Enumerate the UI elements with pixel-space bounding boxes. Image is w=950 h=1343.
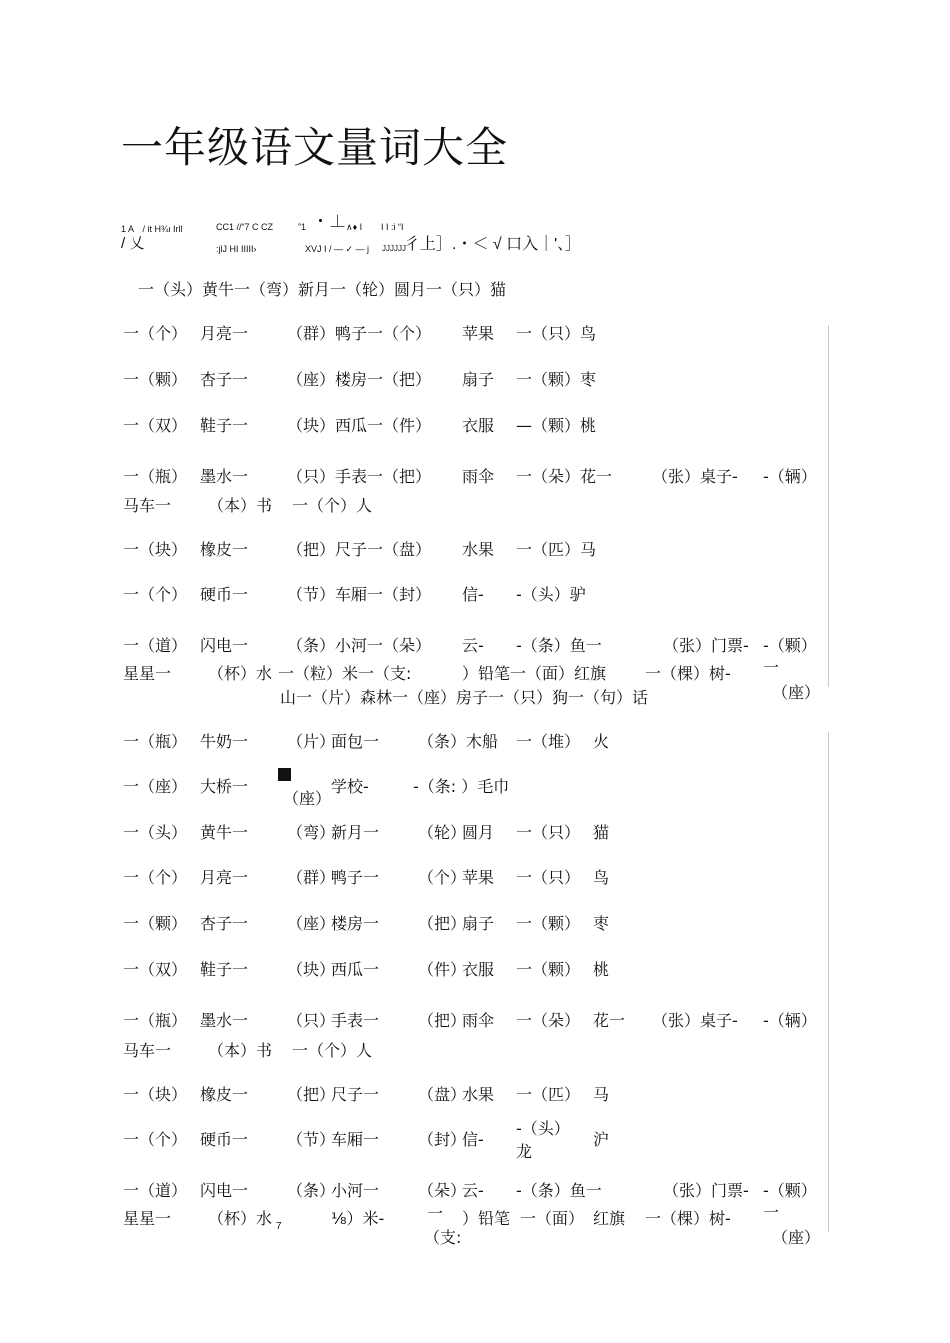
s2-r10-c5: （朵）	[418, 1181, 467, 1200]
s2-r1-c5: （条）木船	[418, 732, 499, 751]
s2-r5-c1: 一（颗）	[123, 914, 188, 933]
s2-r10b-c6: ）铅笔	[462, 1209, 511, 1228]
s2-r1-c6: 一（堆）	[516, 732, 581, 751]
s1-r4-c1: 一（瓶）	[123, 467, 188, 486]
s1-r4-c7: -（辆）	[763, 467, 817, 486]
s1-r2-c2: 杏子一	[200, 370, 249, 389]
s2-r10-c6: 云-	[462, 1181, 484, 1200]
s2-r7-c5: （把）	[418, 1011, 467, 1030]
black-square-mark	[278, 768, 291, 781]
s2-r10b-c11: （座）	[772, 1228, 821, 1247]
s2-r6-c6: 衣服	[462, 960, 495, 979]
s1-r5-c3: （把）尺子一（盘）	[287, 540, 432, 559]
s2-r8-c3: （把）	[287, 1085, 336, 1104]
s1-r7b-c2: （杯）水	[208, 664, 273, 683]
s1-r7c-c2: （座）	[772, 683, 821, 702]
s1-r1-c1: 一（个）	[123, 324, 188, 343]
s2-r3-c8: 猫	[593, 823, 610, 842]
s2-r7b-c1: 马车一	[123, 1041, 172, 1060]
garbled-header-10: JJJJJJ	[382, 244, 406, 253]
garbled-header-8: ∧♦ I	[346, 222, 363, 232]
s2-r3-c1: 一（头）	[123, 823, 188, 842]
garbled-header-5: ”1	[298, 222, 307, 232]
garbled-header-4: :jlJ HI IIIII›	[216, 244, 257, 254]
s2-r10b-c3: ⅛）米-	[331, 1209, 385, 1228]
s2-r5-c7: 一（颗）	[516, 914, 581, 933]
s2-r7-c1: 一（瓶）	[123, 1011, 188, 1030]
s2-r10b-c9: 一（棵）树-	[645, 1209, 731, 1228]
s2-r2-c1: 一（座）	[123, 777, 188, 796]
s1-r2-c5: 一（颗）枣	[516, 370, 597, 389]
s2-r2-c2: 大桥一	[200, 777, 249, 796]
s2-r5-c4: 楼房一	[331, 914, 380, 933]
s2-r1-c2: 牛奶一	[200, 732, 249, 751]
s1-r6-c4: 信-	[462, 585, 484, 604]
s2-r3-c2: 黄牛一	[200, 823, 249, 842]
garbled-header-9: I I :i “I	[381, 222, 404, 232]
s2-r8-c6: 水果	[462, 1085, 495, 1104]
s1-r6-c3: （节）车厢一（封）	[287, 585, 432, 604]
s2-r6-c8: 桃	[593, 960, 610, 979]
s2-r9-c2: 硬币一	[200, 1130, 249, 1149]
right-rule-bottom	[828, 732, 829, 1232]
s2-r7-c2: 墨水一	[200, 1011, 249, 1030]
s2-r10-c1: 一（道）	[123, 1181, 188, 1200]
s2-r4-c3: （群）	[287, 868, 336, 887]
s2-r10b-c2: （杯）水	[208, 1209, 273, 1228]
s2-r2-c3: （座）	[283, 789, 332, 808]
s2-r10-c7: -（条）鱼一	[516, 1181, 602, 1200]
s1-r3-c4: 衣服	[462, 416, 495, 435]
s2-r4-c6: 苹果	[462, 868, 495, 887]
s1-r4-c3: （只）手表一（把）	[287, 467, 432, 486]
s2-r3-c5: （轮）	[418, 823, 467, 842]
s2-r4-c4: 鸭子一	[331, 868, 380, 887]
s2-r9-c9: 沪	[593, 1130, 610, 1149]
s2-r1-c1: 一（瓶）	[123, 732, 188, 751]
s2-r1-c4: 面包一	[331, 732, 380, 751]
right-rule-top	[828, 325, 829, 687]
s1-r7-c5: -（条）鱼一	[516, 636, 602, 655]
s1-r6-c1: 一（个）	[123, 585, 188, 604]
s1-r7b-c5: 一（棵）树-	[645, 664, 731, 683]
s2-r6-c7: 一（颗）	[516, 960, 581, 979]
s1-r5-c4: 水果	[462, 540, 495, 559]
s2-r4-c1: 一（个）	[123, 868, 188, 887]
garbled-header-6: ・⊥	[312, 212, 346, 231]
s2-r4-c7: 一（只）	[516, 868, 581, 887]
s1-r7-c1: 一（道）	[123, 636, 188, 655]
s2-r5-c6: 扇子	[462, 914, 495, 933]
s1-r6-c5: -（头）驴	[516, 585, 586, 604]
s2-r10b-c1: 星星一	[123, 1209, 172, 1228]
s2-r3-c7: 一（只）	[516, 823, 581, 842]
s1-r7-c7: -（颗）	[763, 636, 817, 655]
garbled-header-1: 1 A / it H¾ι Irll	[121, 224, 183, 234]
s1-r7-c2: 闪电一	[200, 636, 249, 655]
s2-r10-c2: 闪电一	[200, 1181, 249, 1200]
s2-r5-c8: 枣	[593, 914, 610, 933]
s1-r2-c1: 一（颗）	[123, 370, 188, 389]
s2-r1-c3: （片）	[287, 732, 336, 751]
s2-r7-c4: 手表一	[331, 1011, 380, 1030]
s1-r7b-c4: ）铅笔一（面）红旗	[462, 664, 607, 683]
s2-r10-c4: 小河一	[331, 1181, 380, 1200]
s2-r5-c5: （把）	[418, 914, 467, 933]
garbled-header-2: / 乂	[121, 235, 145, 252]
s2-r7b-c2: （本）书	[208, 1041, 273, 1060]
s2-r3-c3: （弯）	[287, 823, 336, 842]
s2-r3-c4: 新月一	[331, 823, 380, 842]
s1-r6-c2: 硬币一	[200, 585, 249, 604]
s2-r7-c10: -（辆）	[763, 1011, 817, 1030]
s1-r5-c5: 一（匹）马	[516, 540, 597, 559]
s1-r5-c2: 橡皮一	[200, 540, 249, 559]
s2-r7-c6: 雨伞	[462, 1011, 495, 1030]
s2-r7-c9: （张）桌子-	[652, 1011, 738, 1030]
s2-r5-c2: 杏子一	[200, 914, 249, 933]
s2-r9-c5: （封）	[418, 1130, 467, 1149]
s1-r1-c2: 月亮一	[200, 324, 249, 343]
s1-r7-c3: （条）小河一（朵）	[287, 636, 432, 655]
s2-r10b-c8: 红旗	[593, 1209, 626, 1228]
s1-r7c-c1: 山一（片）森林一（座）房子一（只）狗一（句）话	[280, 688, 649, 707]
s2-r7-c3: （只）	[287, 1011, 336, 1030]
s2-r10b-c7: 一（面）	[520, 1209, 585, 1228]
s2-r9-c7: -（头）	[516, 1119, 570, 1138]
s1-r1-c5: 一（只）鸟	[516, 324, 597, 343]
s2-r10-c8: （张）门票-	[663, 1181, 749, 1200]
s2-r6-c1: 一（双）	[123, 960, 188, 979]
s2-r4-c2: 月亮一	[200, 868, 249, 887]
s2-r9-c1: 一（个）	[123, 1130, 188, 1149]
s2-r4-c5: （个）	[418, 868, 467, 887]
s2-r9-c3: （节）	[287, 1130, 336, 1149]
s2-r6-c5: （件）	[418, 960, 467, 979]
page-number: 7	[276, 1221, 282, 1232]
s2-r10b-c5: （支:	[424, 1228, 462, 1247]
s1-r1-c3: （群）鸭子一（个）	[287, 324, 432, 343]
s2-r9-c8: 龙	[516, 1142, 533, 1161]
s1-r7-c4: 云-	[462, 636, 484, 655]
s2-r7b-c3: 一（个）人	[292, 1041, 373, 1060]
s2-r8-c7: 一（匹）	[516, 1085, 581, 1104]
intro-line: 一（头）黄牛一（弯）新月一（轮）圆月一（只）猫	[138, 280, 507, 299]
s1-r7b-c3: 一（粒）米一（支:	[278, 664, 412, 683]
s2-r4-c8: 鸟	[593, 868, 610, 887]
garbled-header-7: XVJ I / — ✓ — j	[305, 244, 370, 254]
s2-r8-c1: 一（块）	[123, 1085, 188, 1104]
s2-r9-c6: 信-	[462, 1130, 484, 1149]
s1-r3-c1: 一（双）	[123, 416, 188, 435]
s1-r7b-c6: 一	[763, 658, 780, 677]
s1-r7-c6: （张）门票-	[663, 636, 749, 655]
s2-r6-c3: （块）	[287, 960, 336, 979]
garbled-header-11: 彳上］.・＜ √ 口入｜'、］	[404, 236, 582, 253]
s2-r7-c7: 一（朵）	[516, 1011, 581, 1030]
s2-r10b-c4: 一	[427, 1204, 444, 1223]
s2-r5-c3: （座）	[287, 914, 336, 933]
s2-r3-c6: 圆月	[462, 823, 495, 842]
s2-r8-c2: 橡皮一	[200, 1085, 249, 1104]
s1-r4-c6: （张）桌子-	[652, 467, 738, 486]
s1-r3-c5: —（颗）桃	[516, 416, 597, 435]
s1-r4-c2: 墨水一	[200, 467, 249, 486]
s2-r6-c2: 鞋子一	[200, 960, 249, 979]
s2-r9-c4: 车厢一	[331, 1130, 380, 1149]
s1-r3-c3: （块）西瓜一（件）	[287, 416, 432, 435]
s2-r8-c4: 尺子一	[331, 1085, 380, 1104]
s1-r4b-c1: 马车一	[123, 496, 172, 515]
garbled-header-3: CC1 //“7 C CZ	[216, 222, 274, 232]
s1-r2-c3: （座）楼房一（把）	[287, 370, 432, 389]
s2-r2-c5: -（条: ）毛巾	[413, 777, 510, 796]
s2-r8-c5: （盘）	[418, 1085, 467, 1104]
s1-r4b-c3: 一（个）人	[292, 496, 373, 515]
s1-r2-c4: 扇子	[462, 370, 495, 389]
s1-r5-c1: 一（块）	[123, 540, 188, 559]
s2-r8-c8: 马	[593, 1085, 610, 1104]
s1-r7b-c1: 星星一	[123, 664, 172, 683]
s1-r4-c5: 一（朵）花一	[516, 467, 613, 486]
s2-r6-c4: 西瓜一	[331, 960, 380, 979]
s2-r10-c3: （条）	[287, 1181, 336, 1200]
s2-r10b-c10: 一	[763, 1203, 780, 1222]
s1-r4-c4: 雨伞	[462, 467, 495, 486]
s1-r1-c4: 苹果	[462, 324, 495, 343]
s1-r4b-c2: （本）书	[208, 496, 273, 515]
s2-r2-c4: 学校-	[331, 777, 369, 796]
s2-r7-c8: 花一	[593, 1011, 626, 1030]
s1-r3-c2: 鞋子一	[200, 416, 249, 435]
s2-r10-c9: -（颗）	[763, 1181, 817, 1200]
s2-r1-c7: 火	[593, 732, 610, 751]
page-title: 一年级语文量词大全	[121, 123, 509, 172]
